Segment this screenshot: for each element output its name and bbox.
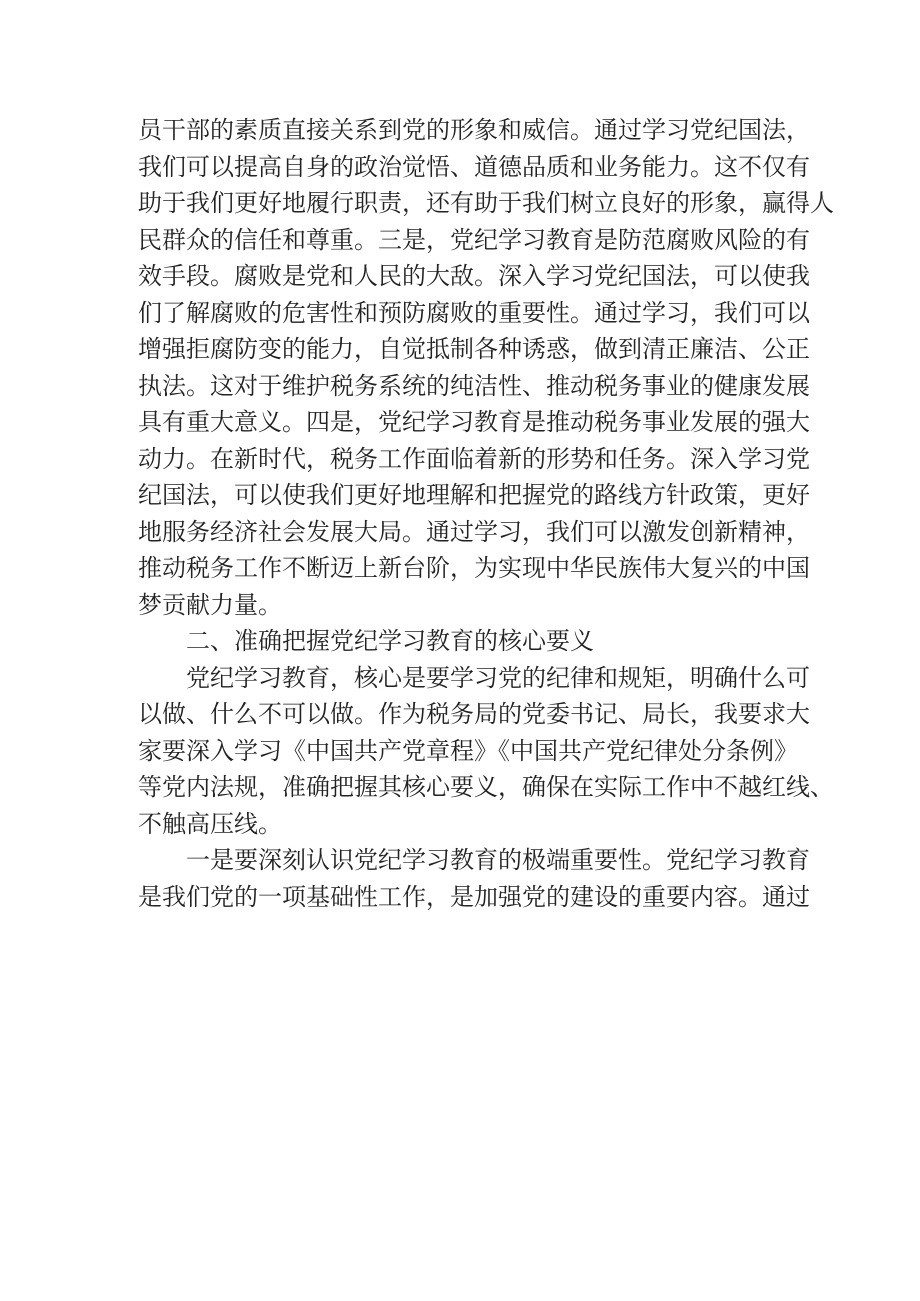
text-line: 推动税务工作不断迈上新台阶，为实现中华民族伟大复兴的中国 — [138, 554, 810, 582]
text-line: 不触高压线。 — [138, 809, 282, 838]
text-line: 效手段。腐败是党和人民的大敌。深入学习党纪国法，可以使我 — [138, 262, 810, 290]
text-line: 等党内法规，准确把握其核心要义，确保在实际工作中不越红线、 — [138, 773, 834, 801]
text-line: 党纪学习教育，核心是要学习党的纪律和规矩，明确什么可 — [186, 663, 810, 692]
text-line: 民群众的信任和尊重。三是，党纪学习教育是防范腐败风险的有 — [138, 225, 810, 254]
text-line: 纪国法，可以使我们更好地理解和把握党的路线方针政策，更好 — [138, 481, 810, 509]
document-body — [138, 112, 834, 915]
text-line: 们了解腐败的危害性和预防腐败的重要性。通过学习，我们可以 — [138, 298, 810, 327]
text-line: 动力。在新时代，税务工作面临着新的形势和任务。深入学习党 — [138, 444, 810, 473]
text-line: 一是要深刻认识党纪学习教育的极端重要性。党纪学习教育 — [186, 846, 810, 874]
section-heading: 二、准确把握党纪学习教育的核心要义 — [186, 627, 594, 655]
text-line: 是我们党的一项基础性工作，是加强党的建设的重要内容。通过 — [138, 882, 810, 911]
text-line: 具有重大意义。四是，党纪学习教育是推动税务事业发展的强大 — [138, 408, 810, 436]
text-line: 增强拒腐防变的能力，自觉抵制各种诱惑，做到清正廉洁、公正 — [138, 335, 810, 363]
text-line: 员干部的素质直接关系到党的形象和威信。通过学习党纪国法， — [138, 116, 810, 144]
text-line: 地服务经济社会发展大局。通过学习，我们可以激发创新精神， — [138, 517, 810, 546]
text-line: 执法。这对于维护税务系统的纯洁性、推动税务事业的健康发展 — [138, 371, 810, 400]
text-line: 梦贡献力量。 — [138, 590, 282, 619]
text-line: 我们可以提高自身的政治觉悟、道德品质和业务能力。这不仅有 — [138, 152, 810, 181]
text-line: 助于我们更好地履行职责，还有助于我们树立良好的形象，赢得人 — [138, 189, 834, 217]
text-line: 以做、什么不可以做。作为税务局的党委书记、局长，我要求大 — [138, 700, 810, 728]
text-line: 家要深入学习《中国共产党章程》《中国共产党纪律处分条例》 — [138, 736, 798, 765]
